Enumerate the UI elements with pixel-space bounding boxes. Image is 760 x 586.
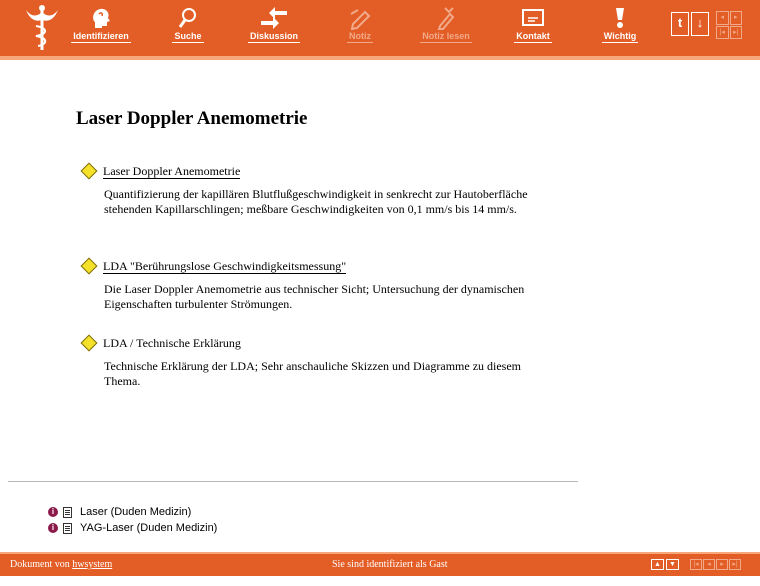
last-icon: ▸| (730, 26, 743, 40)
divider (8, 481, 578, 482)
status-bar (0, 552, 760, 576)
entry-item (80, 334, 560, 389)
reference-item[interactable] (48, 520, 217, 536)
diamond-bullet-icon (81, 163, 98, 180)
entry-item (80, 162, 560, 217)
first-page-icon: |◂ (690, 559, 702, 570)
scroll-nav (671, 12, 709, 36)
toolbar-diskussion-label: Diskussion (249, 31, 298, 41)
diamond-bullet-icon (81, 258, 98, 275)
document-credit (10, 559, 112, 570)
toolbar-notiz-lesen-label: Notiz lesen (422, 31, 470, 41)
entry-description: Quantifizierung der kapillären Blutflußgeschwindigkeit in senkrecht zur Hautoberfläche stehenden Kapillarschlingen; meßbare Geschwindigkeiten von 0,1 mm/s bis 14 mm/s. (104, 187, 528, 216)
entry-title: LDA / Technische Erklärung (103, 336, 241, 350)
magnifier-icon (177, 6, 199, 30)
page-nav-disabled (716, 11, 742, 39)
scroll-down-icon[interactable]: ▼ (666, 559, 679, 570)
document-icon (63, 523, 72, 534)
toolbar-suche-label: Suche (174, 31, 202, 41)
toolbar-wichtig-button[interactable] (598, 6, 642, 46)
next-icon: ▸ (730, 11, 743, 25)
toolbar-identifizieren-button[interactable] (70, 6, 132, 46)
exclamation-icon (613, 6, 627, 30)
identity-status: Sie sind identifiziert als Gast (332, 559, 448, 570)
status-scroll-buttons (651, 559, 679, 570)
pencil-icon (349, 6, 371, 30)
toolbar-wichtig-label: Wichtig (603, 31, 637, 41)
diamond-bullet-icon (81, 335, 98, 352)
prev-page-icon: ◂ (703, 559, 715, 570)
reference-list (48, 504, 217, 536)
document-icon (63, 507, 72, 518)
status-page-nav (690, 559, 741, 570)
scroll-down-button[interactable]: ↓ (691, 12, 709, 36)
head-profile-icon (90, 6, 112, 30)
toolbar-kontakt-label: Kontakt (516, 31, 550, 41)
toolbar-identifizieren-label: Identifizieren (73, 31, 129, 41)
caduceus-logo-icon[interactable] (24, 4, 60, 52)
envelope-icon (521, 6, 545, 30)
document-prefix: Dokument von (10, 559, 70, 570)
next-page-icon: ▸ (716, 559, 728, 570)
entry-link[interactable]: LDA "Berührungslose Geschwindigkeitsmessung" (103, 258, 347, 273)
entry-description: Technische Erklärung der LDA; Sehr anschauliche Skizzen und Diagramme zu diesem Thema. (104, 359, 522, 388)
toolbar-notiz-label: Notiz (349, 31, 371, 41)
toolbar-diskussion-button[interactable] (246, 6, 302, 46)
info-icon: i (48, 523, 58, 533)
scroll-top-button[interactable]: t (671, 12, 689, 36)
top-toolbar (0, 0, 760, 60)
toolbar-suche-button[interactable] (168, 6, 208, 46)
pencil-note-icon (435, 6, 457, 30)
reference-label: YAG-Laser (Duden Medizin) (80, 522, 218, 534)
toolbar-notiz-lesen-button (418, 6, 474, 46)
entry-item (80, 257, 560, 312)
reference-item[interactable] (48, 504, 217, 520)
first-icon: |◂ (716, 26, 729, 40)
info-icon: i (48, 507, 58, 517)
prev-icon: ◂ (716, 11, 729, 25)
toolbar-kontakt-button[interactable] (510, 6, 556, 46)
last-page-icon: ▸| (729, 559, 741, 570)
reference-label: Laser (Duden Medizin) (80, 506, 192, 518)
document-author-link[interactable]: hwsystem (72, 559, 113, 570)
entry-link[interactable]: Laser Doppler Anemometrie (103, 163, 241, 178)
page-title: Laser Doppler Anemometrie (76, 108, 308, 129)
arrows-exchange-icon (259, 6, 289, 30)
entry-description: Die Laser Doppler Anemometrie aus technischer Sicht; Untersuchung der dynamischen Eigenschaften turbulenter Strömungen. (104, 282, 525, 311)
toolbar-notiz-button (343, 6, 377, 46)
scroll-up-icon[interactable]: ▲ (651, 559, 664, 570)
